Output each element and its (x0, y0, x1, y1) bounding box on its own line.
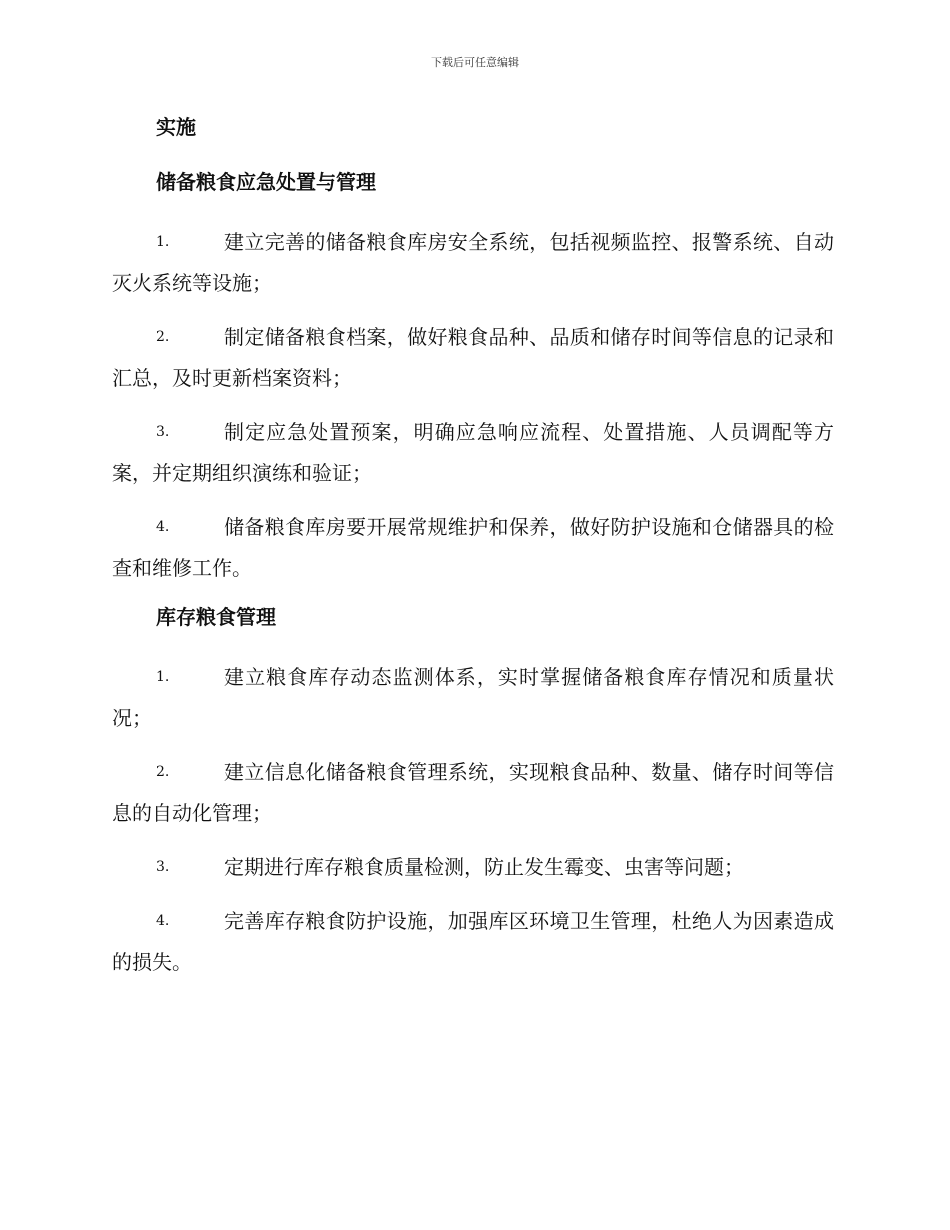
list-item-text: 储备粮食库房要开展常规维护和保养，做好防护设施和仓储器具的检查和维修工作。 (112, 515, 834, 580)
header-note: 下载后可任意编辑 (431, 56, 519, 69)
list-item-number: 1. (156, 234, 170, 250)
list-item (112, 317, 834, 399)
list-item-text: 建立信息化储备粮食管理系统，实现粮食品种、数量、储存时间等信息的自动化管理； (112, 760, 834, 825)
list-item-text: 制定储备粮食档案，做好粮食品种、品质和储存时间等信息的记录和汇总，及时更新档案资料； (112, 325, 834, 390)
list-item-number: 3. (156, 859, 170, 875)
section-heading-emergency: 储备粮食应急处置与管理 (156, 170, 376, 194)
document-title: 实施 (156, 115, 196, 139)
list-item-number: 4. (156, 519, 170, 535)
list-item-number: 4. (156, 913, 170, 929)
list-item (112, 847, 834, 888)
list-item-number: 3. (156, 424, 170, 440)
list-item (112, 507, 834, 589)
list-item-number: 2. (156, 329, 170, 345)
list-item-text: 建立粮食库存动态监测体系，实时掌握储备粮食库存情况和质量状况； (112, 665, 834, 730)
list-item (112, 657, 834, 739)
list-item-text: 完善库存粮食防护设施，加强库区环境卫生管理，杜绝人为因素造成的损失。 (112, 909, 834, 974)
list-item (112, 222, 834, 304)
list-item (112, 901, 834, 983)
list-item-number: 1. (156, 669, 170, 685)
document-body (112, 112, 834, 996)
list-item-number: 2. (156, 764, 170, 780)
list-item-text: 建立完善的储备粮食库房安全系统，包括视频监控、报警系统、自动灭火系统等设施； (112, 230, 834, 295)
list-item-text: 定期进行库存粮食质量检测，防止发生霉变、虫害等问题； (224, 855, 744, 879)
section-heading-inventory: 库存粮食管理 (156, 605, 276, 629)
list-item (112, 412, 834, 494)
list-item-text: 制定应急处置预案，明确应急响应流程、处置措施、人员调配等方案，并定期组织演练和验证； (112, 420, 834, 485)
list-item (112, 752, 834, 834)
